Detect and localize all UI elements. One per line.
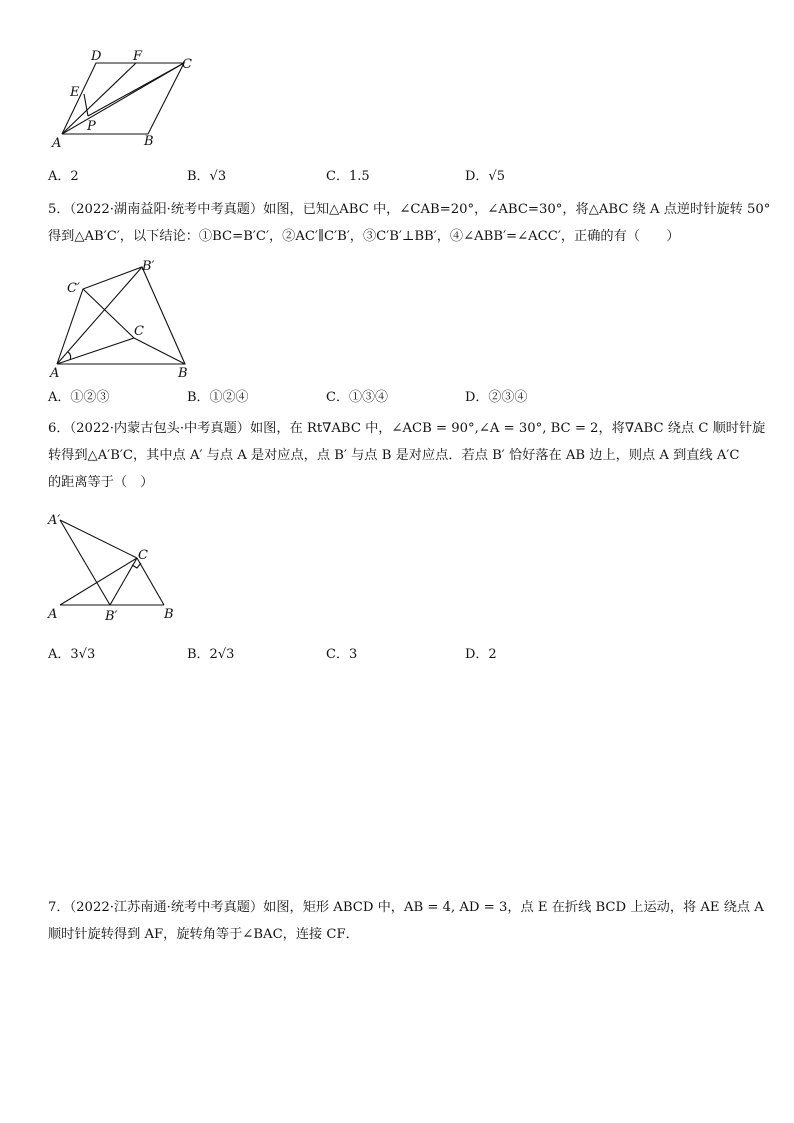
q5-line-1: 5．（2022·湖南益阳·统考中考真题）如图，已知△ABC 中，∠CAB=20°，∠ABC=30°，将△ABC 绕 A 点逆时针旋转 50° — [48, 202, 771, 217]
q5-line-2: 得到△AB′C′，以下结论：①BC=B′C′，②AC′∥C′B′，③C′B′⊥BB′，④∠ABB′=∠ACC′，正确的有（ ） — [48, 229, 680, 244]
q6-option-a[interactable]: A．3√3 — [48, 647, 96, 662]
q5-angle-mark — [68, 352, 71, 360]
q4-figure — [40, 40, 210, 155]
q5-line-cb — [134, 338, 185, 364]
q4-label-c: C — [182, 57, 192, 72]
q5-label-c1: C′ — [67, 281, 80, 296]
q6-line-1: 6．（2022·内蒙古包头·中考真题）如图，在 Rt∇ABC 中，∠ACB = 90°,∠A = 30°, BC = 2，将∇ABC 绕点 C 顺时针旋 — [48, 421, 766, 436]
q4-label-b: B — [144, 134, 154, 149]
q5-label-a: A — [50, 366, 60, 381]
q7-text — [48, 894, 768, 948]
q7-line-2: 顺时针旋转得到 AF，旋转角等于∠BAC，连接 CF． — [48, 927, 359, 942]
q6-line-2: 转得到△A′B′C，其中点 A′ 与点 A 是对应点，点 B′ 与点 B 是对应点．若点 B′ 恰好落在 AB 边上，则点 A 到直线 A′C — [48, 448, 740, 463]
q5-label-b1: B′ — [142, 259, 155, 274]
q6-line-cb — [137, 558, 164, 605]
q6-label-a: A — [48, 607, 58, 622]
q5-figure — [40, 255, 200, 381]
q6-line-ac — [60, 558, 137, 605]
q5-label-b: B — [178, 366, 188, 381]
q6-option-d[interactable]: D．2 — [465, 647, 497, 662]
q6-label-c: C — [138, 548, 148, 563]
q5-line-c1c — [83, 289, 134, 338]
q5-option-a[interactable]: A．①②③ — [48, 390, 110, 405]
q4-option-d[interactable]: D．√5 — [465, 169, 505, 184]
q4-label-f: F — [133, 49, 143, 64]
q4-option-c[interactable]: C．1.5 — [326, 169, 370, 184]
q4-option-a[interactable]: A．2 — [48, 169, 79, 184]
q5-option-d[interactable]: D．②③④ — [465, 390, 528, 405]
q6-label-b1: B′ — [105, 609, 118, 624]
q6-option-c[interactable]: C．3 — [326, 647, 358, 662]
q4-label-a: A — [52, 136, 62, 151]
q4-label-d: D — [91, 49, 102, 64]
q4-label-e: E — [70, 85, 80, 100]
q6-label-a1: A′ — [48, 513, 61, 528]
q4-option-b[interactable]: B．√3 — [187, 169, 227, 184]
q5-label-c: C — [134, 324, 144, 339]
q6-line-3: 的距离等于（ ） — [48, 475, 154, 490]
q6-option-b[interactable]: B．2√3 — [187, 647, 235, 662]
q5-option-b[interactable]: B．①②④ — [187, 390, 249, 405]
q6-text — [48, 415, 768, 496]
q7-line-1: 7．（2022·江苏南通·统考中考真题）如图，矩形 ABCD 中，AB = 4, AD = 3，点 E 在折线 BCD 上运动，将 AE 绕点 A — [48, 900, 764, 915]
q5-text — [48, 196, 771, 250]
q5-option-c[interactable]: C．①③④ — [326, 390, 388, 405]
q6-label-b: B — [164, 607, 174, 622]
q4-line-pc — [88, 63, 184, 116]
q6-figure — [40, 508, 190, 628]
q4-label-p: P — [87, 119, 96, 134]
